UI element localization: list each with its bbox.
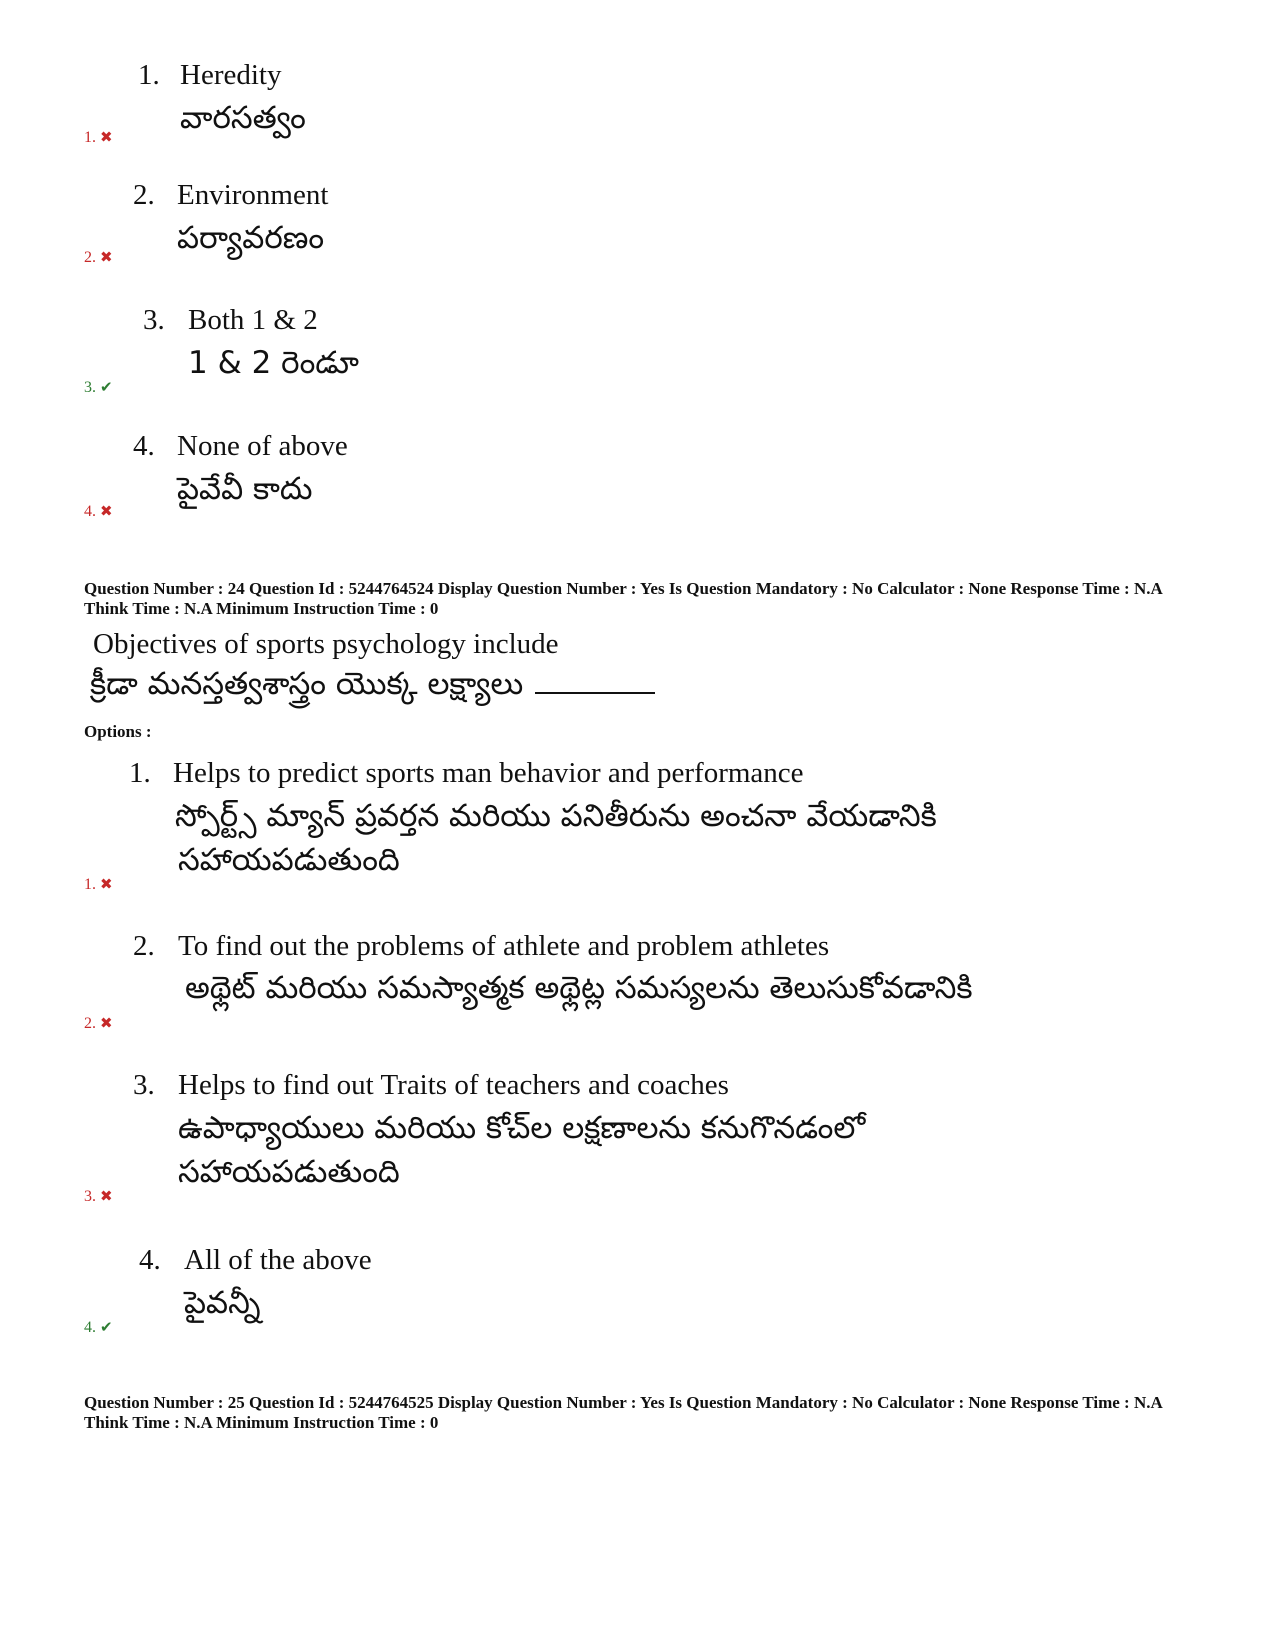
option-3-result bbox=[84, 378, 113, 397]
option-4-result bbox=[84, 502, 113, 521]
q24-option-1-text-te-1: స్పోర్ట్స్ మ్యాన్ ప్రవర్తన మరియు పనితీరును అంచనా వేయడానికి bbox=[175, 798, 937, 834]
q24-option-1-text-en: Helps to predict sports man behavior and performance bbox=[173, 757, 804, 789]
cross-icon: ✖ bbox=[100, 502, 113, 520]
check-icon: ✔ bbox=[100, 1318, 113, 1336]
q24-option-2-number: 2. bbox=[133, 930, 155, 962]
option-1-marker-label: 1. bbox=[84, 129, 96, 146]
q24-option-4-number: 4. bbox=[139, 1244, 161, 1276]
option-1-result bbox=[84, 128, 113, 147]
question-24-meta: Question Number : 24 Question Id : 5244764524 Display Question Number : Yes Is Question Mandatory : No Calculator : None Response Time : N.A Think Time : N.A Minimum Instruction Time : 0 bbox=[84, 579, 1162, 618]
q24-option-1-number: 1. bbox=[129, 757, 151, 789]
check-icon: ✔ bbox=[100, 378, 113, 396]
q24-option-3-text-en: Helps to find out Traits of teachers and coaches bbox=[178, 1069, 729, 1101]
options-label: Options : bbox=[84, 722, 152, 741]
option-4-text-en: None of above bbox=[177, 430, 348, 462]
option-2-number: 2. bbox=[133, 179, 155, 211]
option-1-text-en: Heredity bbox=[180, 59, 282, 91]
option-2-text-en: Environment bbox=[177, 179, 329, 211]
question-25-meta: Question Number : 25 Question Id : 5244764525 Display Question Number : Yes Is Question Mandatory : No Calculator : None Response Time : N.A Think Time : N.A Minimum Instruction Time : 0 bbox=[84, 1393, 1162, 1432]
option-4-marker-label: 4. bbox=[84, 503, 96, 520]
q24-option-3-number: 3. bbox=[133, 1069, 155, 1101]
q24-option-1-result bbox=[84, 875, 113, 894]
q24-option-2-text-te-1: అథ్లెట్ మరియు సమస్యాత్మక అథ్లెట్ల సమస్యలను తెలుసుకోవడానికి bbox=[185, 970, 973, 1006]
option-4-number: 4. bbox=[133, 430, 155, 462]
question-24-text-en: Objectives of sports psychology include bbox=[93, 628, 559, 660]
q24-option-3-text-te-1: ఉపాధ్యాయులు మరియు కోచ్‌ల లక్షణాలను కనుగొనడంలో bbox=[178, 1110, 866, 1146]
q24-option-1-text-te-2: సహాయపడుతుంది bbox=[178, 842, 400, 878]
option-3-number: 3. bbox=[143, 304, 165, 336]
cross-icon: ✖ bbox=[100, 1014, 113, 1032]
q24-option-4-text-en: All of the above bbox=[184, 1244, 372, 1276]
q24-option-2-text-en: To find out the problems of athlete and problem athletes bbox=[178, 930, 830, 962]
q24-option-3-marker-label: 3. bbox=[84, 1188, 96, 1205]
option-3-text-te: 1 & 2 రెండూ bbox=[188, 345, 359, 381]
cross-icon: ✖ bbox=[100, 128, 113, 146]
q24-option-1-marker-label: 1. bbox=[84, 876, 96, 893]
q24-option-4-text-te-1: పైవన్నీ bbox=[184, 1285, 261, 1321]
option-3-text-en: Both 1 & 2 bbox=[188, 304, 318, 336]
q24-option-3-text-te-2: సహాయపడుతుంది bbox=[178, 1154, 400, 1190]
cross-icon: ✖ bbox=[100, 875, 113, 893]
answer-blank bbox=[535, 691, 655, 694]
option-2-text-te: పర్యావరణం bbox=[177, 220, 325, 256]
cross-icon: ✖ bbox=[100, 248, 113, 266]
q24-option-4-result bbox=[84, 1318, 113, 1337]
option-3-marker-label: 3. bbox=[84, 379, 96, 396]
cross-icon: ✖ bbox=[100, 1187, 113, 1205]
question-24-text-te: క్రీడా మనస్తత్వశాస్త్రం యొక్క లక్ష్యాలు bbox=[90, 666, 524, 702]
question-24-text-te-line bbox=[90, 664, 655, 704]
option-1-number: 1. bbox=[138, 59, 160, 91]
option-4-text-te: పైవేవీ కాదు bbox=[177, 471, 313, 507]
option-2-result bbox=[84, 248, 113, 267]
q24-option-2-marker-label: 2. bbox=[84, 1015, 96, 1032]
option-1-text-te: వారసత్వం bbox=[180, 100, 306, 136]
q24-option-4-marker-label: 4. bbox=[84, 1319, 96, 1336]
option-2-marker-label: 2. bbox=[84, 249, 96, 266]
q24-option-3-result bbox=[84, 1187, 113, 1206]
q24-option-2-result bbox=[84, 1014, 113, 1033]
